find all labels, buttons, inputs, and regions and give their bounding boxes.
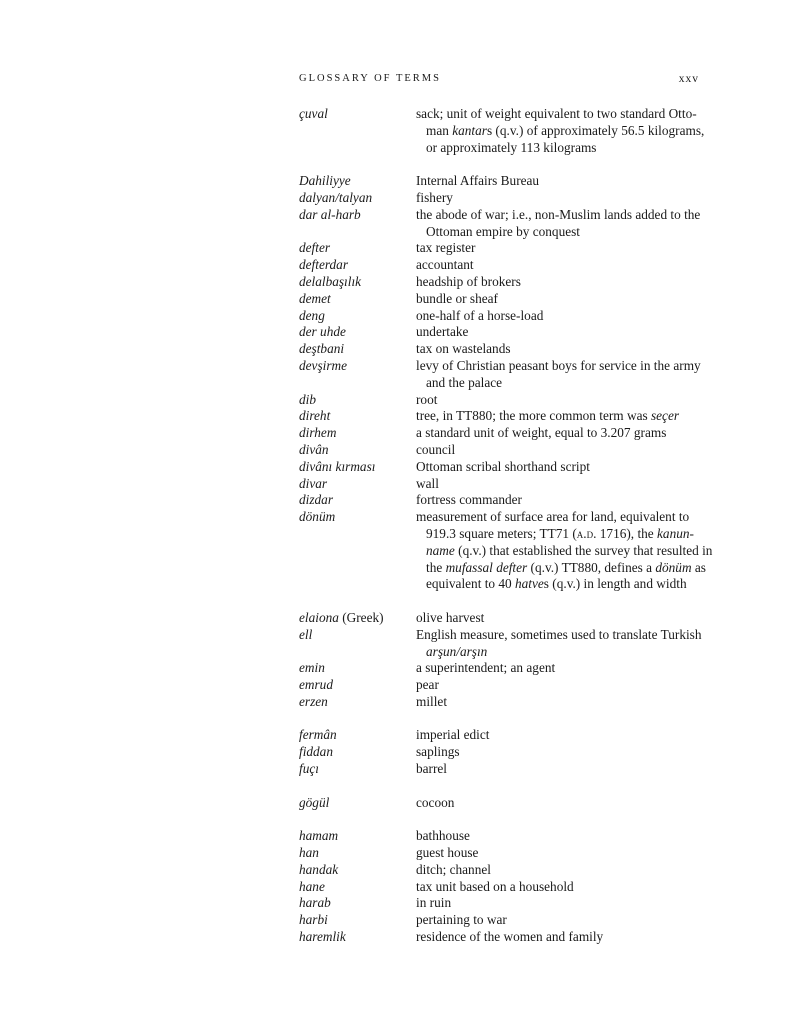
definition-segment: fishery	[416, 189, 453, 205]
glossary-definition	[416, 324, 714, 341]
glossary-term	[299, 274, 411, 291]
term-text: fuçı	[299, 761, 319, 777]
definition-segment: undertake	[416, 324, 469, 340]
term-text: deng	[299, 307, 325, 323]
running-head	[299, 73, 699, 89]
glossary-definition	[416, 425, 714, 442]
glossary-term	[299, 442, 411, 459]
term-text: haremlik	[299, 929, 346, 945]
term-text: Dahiliyye	[299, 173, 351, 189]
definition-segment: pear	[416, 677, 439, 693]
glossary-term	[299, 660, 411, 677]
definition-segment: guest house	[416, 845, 479, 861]
glossary-term	[299, 492, 411, 509]
definition-segment: tree, in TT880; the more common term was	[416, 408, 651, 424]
glossary-term	[299, 476, 411, 493]
glossary-definition	[416, 912, 714, 929]
term-text: handak	[299, 861, 339, 877]
glossary-entry	[0, 324, 792, 341]
glossary-definition	[416, 358, 714, 392]
glossary-term	[299, 459, 411, 476]
glossary-term	[299, 291, 411, 308]
definition-segment: wall	[416, 475, 439, 491]
term-text: emin	[299, 660, 325, 676]
term-language-note: (Greek)	[338, 609, 384, 625]
glossary-definition	[416, 291, 714, 308]
glossary-entry	[0, 660, 792, 677]
glossary-definition	[416, 795, 714, 812]
glossary-definition	[416, 744, 714, 761]
glossary-group	[0, 828, 792, 946]
definition-segment: pertaining to war	[416, 912, 507, 928]
glossary-definition	[416, 190, 714, 207]
page-number: xxv	[678, 73, 699, 85]
glossary-entry	[0, 744, 792, 761]
term-text: emrud	[299, 677, 333, 693]
glossary-term	[299, 408, 411, 425]
term-text: divânı kırması	[299, 458, 376, 474]
glossary-entry	[0, 862, 792, 879]
definition-segment: in ruin	[416, 895, 452, 911]
definition-segment: tax register	[416, 240, 476, 256]
term-text: hamam	[299, 828, 339, 844]
glossary-definition	[416, 761, 714, 778]
glossary-definition	[416, 476, 714, 493]
glossary-term	[299, 324, 411, 341]
glossary-term	[299, 240, 411, 257]
glossary-entry	[0, 509, 792, 593]
glossary-entry	[0, 240, 792, 257]
glossary-definition	[416, 459, 714, 476]
glossary-entry	[0, 257, 792, 274]
glossary-entry	[0, 895, 792, 912]
glossary-entry	[0, 879, 792, 896]
definition-segment: Ottoman scribal shorthand script	[416, 458, 590, 474]
glossary-term	[299, 761, 411, 778]
term-text: fiddan	[299, 744, 333, 760]
term-text: direht	[299, 408, 331, 424]
glossary-entry	[0, 392, 792, 409]
definition-segment: bathhouse	[416, 828, 470, 844]
glossary-definition	[416, 929, 714, 946]
definition-segment: hatve	[515, 576, 544, 592]
glossary-entry	[0, 291, 792, 308]
term-text: defter	[299, 240, 331, 256]
definition-segment: the abode of war; i.e., non-Muslim lands added to the Ottoman empire by conquest	[416, 206, 701, 239]
glossary-definition	[416, 627, 714, 661]
glossary-entry	[0, 308, 792, 325]
glossary-definition	[416, 341, 714, 358]
glossary-entry	[0, 795, 792, 812]
glossary-term	[299, 173, 411, 190]
glossary-entry	[0, 761, 792, 778]
glossary-term	[299, 895, 411, 912]
glossary-entry	[0, 912, 792, 929]
glossary-entry	[0, 845, 792, 862]
term-text: harab	[299, 895, 331, 911]
glossary-definition	[416, 509, 714, 593]
definition-segment: sack; unit of weight equivalent to two standard Otto-man	[416, 106, 697, 138]
term-text: deştbani	[299, 341, 345, 357]
glossary-term	[299, 257, 411, 274]
glossary-entry	[0, 727, 792, 744]
definition-segment: (q.v.) TT880, defines a	[527, 559, 656, 575]
definition-segment: accountant	[416, 257, 474, 273]
term-text: hane	[299, 878, 325, 894]
term-text: der uhde	[299, 324, 346, 340]
glossary-definition	[416, 408, 714, 425]
glossary-term	[299, 694, 411, 711]
term-text: elaiona	[299, 609, 339, 625]
glossary-group	[0, 173, 792, 593]
glossary-term	[299, 392, 411, 409]
running-head-title: GLOSSARY OF TERMS	[299, 73, 441, 84]
glossary-entry	[0, 173, 792, 190]
definition-segment: kanun-name	[426, 525, 694, 558]
definition-segment: millet	[416, 693, 448, 709]
glossary-definition	[416, 308, 714, 325]
glossary-entry	[0, 425, 792, 442]
glossary-definition	[416, 677, 714, 694]
definition-segment: s (q.v.) of approximately 56.5 kilograms, or approximately 113 kilograms	[426, 122, 705, 155]
glossary-term	[299, 912, 411, 929]
term-text: defterdar	[299, 257, 348, 273]
term-text: dirhem	[299, 425, 337, 441]
glossary-definition	[416, 694, 714, 711]
term-text: divân	[299, 441, 329, 457]
glossary-definition	[416, 879, 714, 896]
glossary-term	[299, 879, 411, 896]
definition-segment: mufassal defter	[445, 559, 528, 575]
glossary-entry	[0, 610, 792, 627]
glossary-definition	[416, 392, 714, 409]
term-text: dib	[299, 391, 316, 407]
term-text: delalbaşılık	[299, 273, 362, 289]
term-text: dar al-harb	[299, 206, 361, 222]
glossary-entry	[0, 459, 792, 476]
glossary-term	[299, 828, 411, 845]
glossary-definition	[416, 274, 714, 291]
definition-segment: levy of Christian peasant boys for service in the army and the palace	[416, 357, 701, 390]
definition-segment: one-half of a horse-load	[416, 307, 544, 323]
definition-segment: tax on wastelands	[416, 341, 511, 357]
term-text: divar	[299, 475, 328, 491]
term-text: dalyan/talyan	[299, 189, 373, 205]
definition-segment: residence of the women and family	[416, 929, 604, 945]
definition-segment: (q.v.) that established the survey that resulted in the	[426, 542, 713, 575]
glossary-term	[299, 744, 411, 761]
glossary-term	[299, 795, 411, 812]
glossary-group	[0, 795, 792, 812]
glossary-term	[299, 929, 411, 946]
definition-segment: s (q.v.) in length and width	[543, 576, 687, 592]
definition-segment: ditch; channel	[416, 861, 491, 877]
glossary-term	[299, 727, 411, 744]
definition-segment: as equivalent to 40	[426, 559, 706, 592]
glossary-definition	[416, 173, 714, 190]
term-text: demet	[299, 290, 331, 306]
definition-segment: 1716), the	[596, 525, 658, 541]
definition-segment: arşun/arşın	[426, 643, 488, 659]
glossary-term	[299, 106, 411, 123]
glossary-entry	[0, 106, 792, 156]
definition-segment: council	[416, 441, 456, 457]
definition-segment: fortress commander	[416, 492, 522, 508]
definition-segment: a.d.	[576, 525, 597, 541]
definition-segment: headship of brokers	[416, 273, 521, 289]
glossary-definition	[416, 257, 714, 274]
glossary-term	[299, 207, 411, 224]
glossary-entry	[0, 207, 792, 241]
definition-segment: seçer	[650, 408, 680, 424]
term-text: fermân	[299, 727, 337, 743]
definition-segment: cocoon	[416, 794, 455, 810]
glossary-definition	[416, 828, 714, 845]
definition-segment: tax unit based on a household	[416, 878, 574, 894]
glossary-definition	[416, 895, 714, 912]
glossary-term	[299, 862, 411, 879]
definition-segment: imperial edict	[416, 727, 490, 743]
glossary-entry	[0, 190, 792, 207]
definition-segment: dönüm	[655, 559, 692, 575]
glossary-definition	[416, 492, 714, 509]
glossary-term	[299, 425, 411, 442]
glossary-term	[299, 627, 411, 644]
glossary-entry	[0, 341, 792, 358]
glossary-term	[299, 358, 411, 375]
term-text: dönüm	[299, 509, 336, 525]
definition-segment: a superintendent; an agent	[416, 660, 556, 676]
glossary-definition	[416, 240, 714, 257]
glossary-definition	[416, 442, 714, 459]
definition-segment: saplings	[416, 744, 460, 760]
glossary-entry	[0, 677, 792, 694]
definition-segment: barrel	[416, 761, 448, 777]
definition-segment: Internal Affairs Bureau	[416, 173, 540, 189]
glossary-entry	[0, 627, 792, 661]
glossary-definition	[416, 660, 714, 677]
definition-segment: olive harvest	[416, 609, 485, 625]
glossary-term	[299, 677, 411, 694]
glossary-definition	[416, 862, 714, 879]
glossary-definition	[416, 845, 714, 862]
term-text: çuval	[299, 106, 328, 121]
glossary-term	[299, 845, 411, 862]
glossary-term	[299, 341, 411, 358]
glossary-entry	[0, 442, 792, 459]
glossary-entry	[0, 274, 792, 291]
definition-segment: a standard unit of weight, equal to 3.207 grams	[416, 425, 667, 441]
glossary-entry	[0, 358, 792, 392]
glossary-definition	[416, 106, 714, 156]
glossary-definition	[416, 610, 714, 627]
definition-segment: bundle or sheaf	[416, 290, 498, 306]
glossary-term	[299, 190, 411, 207]
glossary-term	[299, 308, 411, 325]
glossary-entry	[0, 929, 792, 946]
glossary-group	[0, 727, 792, 777]
term-text: gögül	[299, 794, 330, 810]
term-text: erzen	[299, 693, 328, 709]
glossary-entry	[0, 476, 792, 493]
glossary-entry	[0, 408, 792, 425]
glossary-definition	[416, 727, 714, 744]
glossary-entry	[0, 694, 792, 711]
term-text: ell	[299, 626, 313, 642]
glossary-term	[299, 509, 411, 526]
definition-segment: English measure, sometimes used to translate Turkish	[416, 626, 702, 642]
term-text: harbi	[299, 912, 328, 928]
glossary-group	[0, 610, 792, 711]
glossary-term	[299, 610, 411, 627]
glossary-entry	[0, 492, 792, 509]
definition-segment: kantar	[452, 122, 487, 138]
term-text: dizdar	[299, 492, 333, 508]
definition-segment: measurement of surface area for land, equivalent to 919.3 square meters; TT71 (	[416, 509, 690, 541]
glossary-entry	[0, 828, 792, 845]
term-text: han	[299, 845, 319, 861]
glossary-list	[0, 106, 792, 963]
glossary-group	[0, 106, 792, 156]
glossary-definition	[416, 207, 714, 241]
term-text: devşirme	[299, 357, 347, 373]
definition-segment: root	[416, 391, 438, 407]
